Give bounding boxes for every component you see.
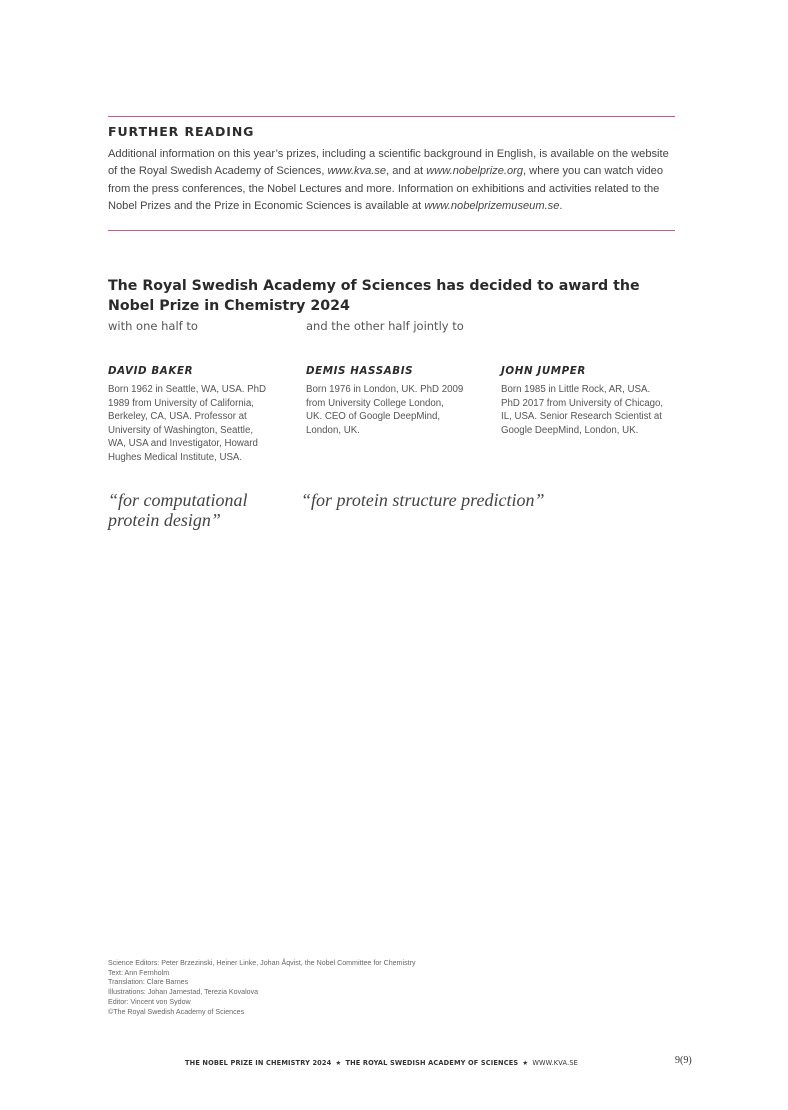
bio-line: Born 1962 in Seattle, WA, USA. PhD <box>108 384 266 395</box>
bio-line: University of Washington, Seattle, <box>108 424 254 436</box>
citation-structure-prediction: “for protein structure prediction” <box>301 490 545 510</box>
page-number: 9(9) <box>675 1055 692 1066</box>
bio-line: London, UK. <box>306 424 360 436</box>
footer-prize: THE NOBEL PRIZE IN CHEMISTRY 2024 <box>185 1059 332 1067</box>
award-heading: The Royal Swedish Academy of Sciences has decided to award the Nobel Prize in Chemistry 2024 <box>108 278 640 314</box>
page-footer <box>185 1059 578 1067</box>
laureate-bio-jumper <box>501 383 663 437</box>
laureate-name-jumper: JOHN JUMPER <box>501 365 586 377</box>
credit-line: Editor: Vincent von Sydow <box>108 997 191 1006</box>
laureate-name-hassabis: DEMIS HASSABIS <box>306 365 414 377</box>
bio-line: WA, USA and Investigator, Howard <box>108 438 258 450</box>
further-reading-heading: FURTHER READING <box>108 124 255 139</box>
credit-line: Science Editors: Peter Brzezinski, Heiner Linke, Johan Åqvist, the Nobel Committee for Chemistry <box>108 959 416 967</box>
bio-line: PhD 2017 from University of Chicago, <box>501 397 664 409</box>
nobelprizemuseum-link[interactable]: www.nobelprizemuseum.se <box>424 199 560 212</box>
credit-line: Illustrations: Johan Jarnestad, Terezia Kovalova <box>108 988 259 997</box>
citation-computational-design <box>108 490 248 530</box>
footer-academy: THE ROYAL SWEDISH ACADEMY OF SCIENCES <box>345 1059 519 1067</box>
bio-line: Google DeepMind, London, UK. <box>501 424 639 436</box>
laureate-name-baker: DAVID BAKER <box>108 365 194 377</box>
bio-line: IL, USA. Senior Research Scientist at <box>501 411 662 423</box>
laureate-bio-hassabis <box>306 383 463 437</box>
kva-link[interactable]: www.kva.se <box>327 165 387 178</box>
further-reading-body <box>108 146 678 215</box>
bio-line: Born 1985 in Little Rock, AR, USA. <box>501 384 651 395</box>
bio-line: Hughes Medical Institute, USA. <box>108 451 243 463</box>
first-half-label: with one half to <box>108 319 198 333</box>
bio-line: Berkeley, CA, USA. Professor at <box>108 411 247 423</box>
citation-line: “for computational <box>108 490 248 510</box>
laureate-bio-baker <box>108 383 266 465</box>
bio-line: from University College London, <box>306 397 444 409</box>
credit-line: ©The Royal Swedish Academy of Sciences <box>108 1007 245 1016</box>
further-reading-text-4: . <box>559 199 563 212</box>
further-reading-text-1: Additional information on this year’s prizes, including a scientific background in English, is available on the website of the Royal Swedish Academy of Sciences, <box>108 148 669 178</box>
further-reading-text-2: , and at <box>386 165 427 178</box>
bottom-divider <box>108 230 675 231</box>
credit-line: Translation: Clare Barnes <box>108 978 189 987</box>
footer-site-link[interactable]: WWW.KVA.SE <box>532 1059 578 1067</box>
bio-line: 1989 from University of California, <box>108 397 254 409</box>
star-icon: ★ <box>522 1059 529 1067</box>
credit-line: Text: Ann Fernholm <box>108 968 170 977</box>
top-divider <box>108 116 675 117</box>
bio-line: UK. CEO of Google DeepMind, <box>306 411 441 423</box>
nobelprize-link[interactable]: www.nobelprize.org <box>426 165 524 178</box>
further-reading-text-3: , where you can watch video from the press conferences, the Nobel Lectures and more. Information on exhibitions and activities related to the Nobel Prizes and the Prize in Economic Sciences is available at <box>108 165 663 212</box>
credits <box>108 959 416 1017</box>
citation-line: protein design” <box>108 510 221 530</box>
bio-line: Born 1976 in London, UK. PhD 2009 <box>306 384 464 395</box>
star-icon: ★ <box>335 1059 342 1067</box>
other-half-label: and the other half jointly to <box>306 319 464 333</box>
